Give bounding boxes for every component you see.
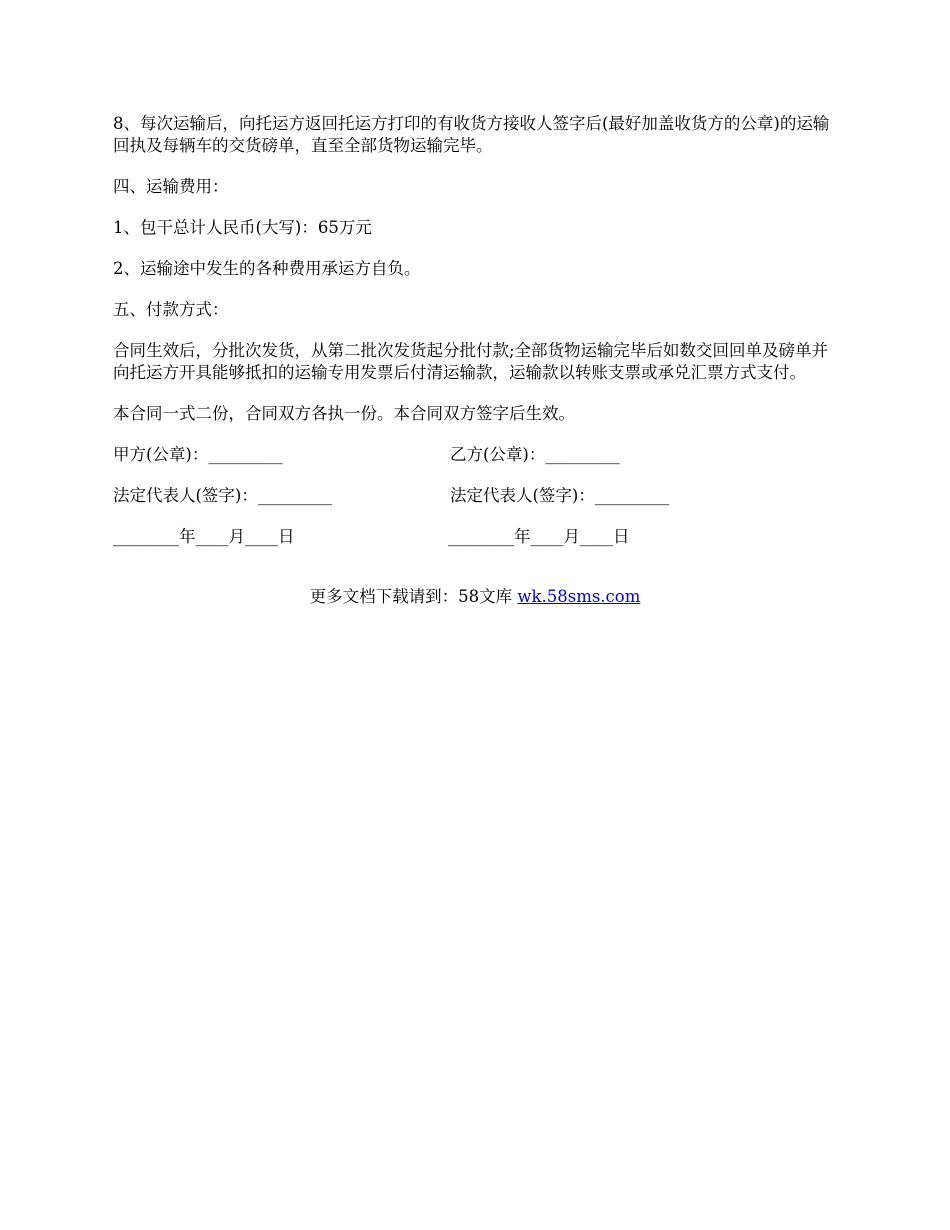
section-4-heading: 四、运输费用： — [113, 177, 229, 196]
party-a-date: ________年____月____日 — [113, 527, 295, 546]
fee-clause-2: 2、运输途中发生的各种费用承运方自负。 — [113, 259, 421, 278]
section-5-heading: 五、付款方式： — [113, 300, 229, 319]
seal-row — [113, 444, 843, 466]
party-b-date: ________年____月____日 — [448, 527, 630, 546]
fee-clause-1: 1、包干总计人民币(大写)：65万元 — [113, 218, 372, 237]
party-a-seal: 甲方(公章)：_________ — [113, 445, 283, 464]
clause-8: 8、每次运输后，向托运方返回托运方打印的有收货方接收人签字后(最好加盖收货方的公章)的运输回执及每辆车的交货磅单，直至全部货物运输完毕。 — [113, 114, 830, 155]
party-b-seal: 乙方(公章)：_________ — [450, 445, 620, 464]
document-body — [113, 113, 843, 567]
representative-row — [113, 485, 843, 507]
download-footer — [0, 586, 950, 608]
date-row — [113, 526, 843, 548]
footer-link[interactable]: wk.58sms.com — [517, 587, 641, 606]
party-a-representative: 法定代表人(签字)：_________ — [113, 486, 333, 505]
footer-prefix: 更多文档下载请到：58文库 — [309, 587, 518, 606]
payment-terms: 合同生效后，分批次发货，从第二批次发货起分批付款;全部货物运输完毕后如数交回回单及磅单并向托运方开具能够抵扣的运输专用发票后付清运输款，运输款以转账支票或承兑汇票方式支付。 — [113, 341, 829, 382]
party-b-representative: 法定代表人(签字)：_________ — [450, 486, 670, 505]
copies-clause: 本合同一式二份，合同双方各执一份。本合同双方签字后生效。 — [113, 404, 575, 423]
